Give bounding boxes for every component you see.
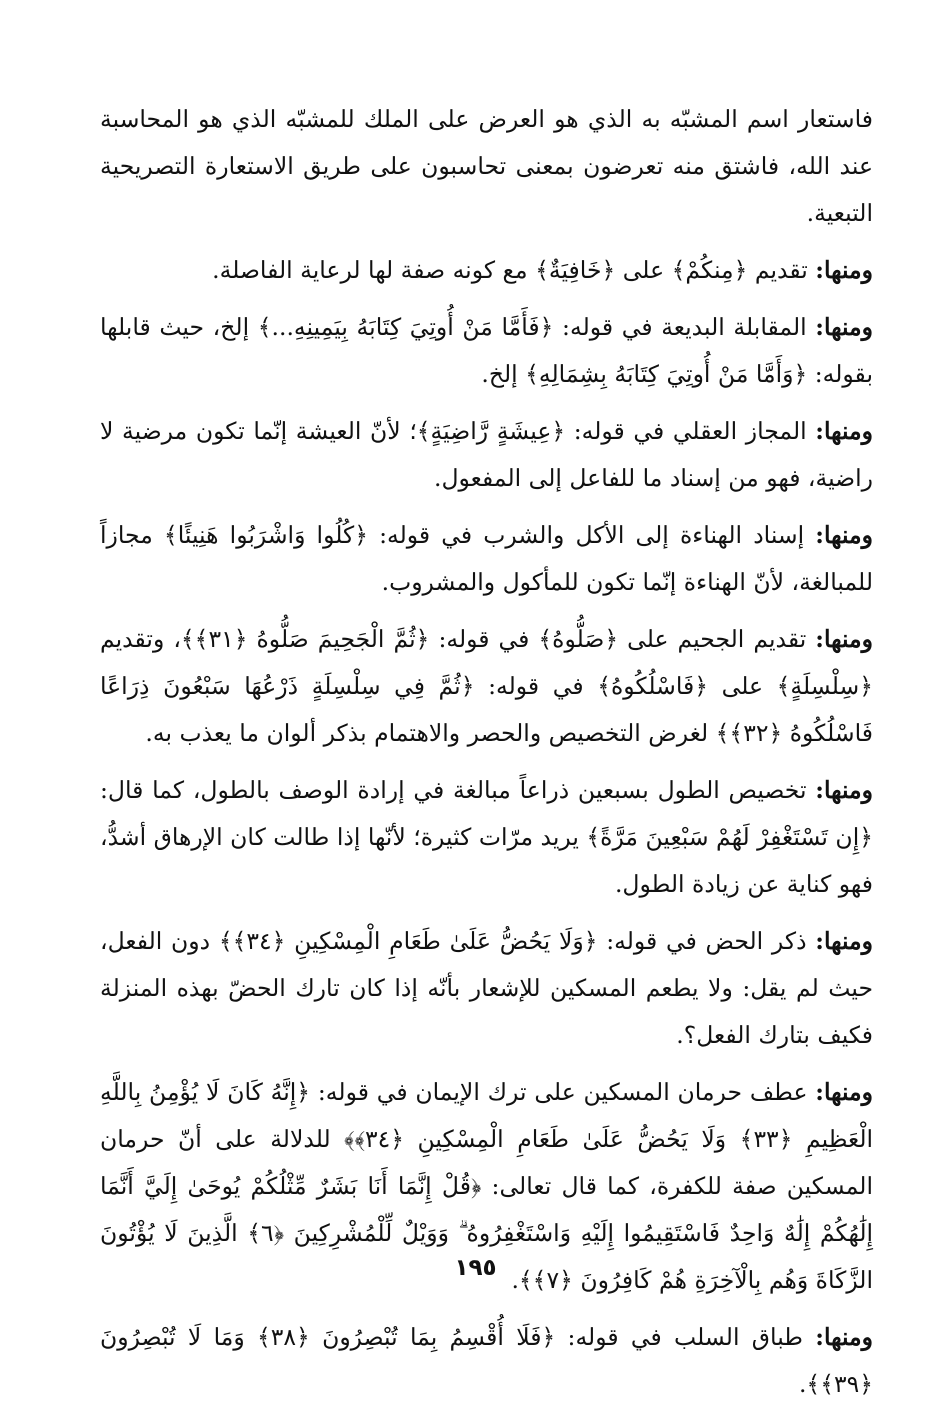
paragraph-5 [100, 616, 873, 757]
paragraph-text: تقديم ﴿مِنكُمْ﴾ على ﴿خَافِيَةٌ﴾ مع كونه صفة لها لرعاية الفاصلة. [212, 256, 816, 284]
paragraph-text: المجاز العقلي في قوله: ﴿عِيشَةٍ رَّاضِيَةٍ﴾؛ لأنّ العيشة إنّما تكون مرضية لا راضية، فهو من إسناد ما للفاعل إلى المفعول. [100, 417, 873, 492]
paragraph-text: طباق السلب في قوله: ﴿فَلَا أُقْسِمُ بِمَا تُبْصِرُونَ ﴿٣٨﴾ وَمَا لَا تُبْصِرُونَ ﴿٣٩﴾﴾. [100, 1323, 873, 1398]
paragraph-6 [100, 767, 873, 908]
paragraph-text: تخصيص الطول بسبعين ذراعاً مبالغة في إرادة الوصف بالطول، كما قال: ﴿إِن تَسْتَغْفِرْ لَهُمْ سَبْعِينَ مَرَّةً﴾ يريد مرّات كثيرة؛ لأنّها إذا طالت كان الإرهاق أشدُّ، فهو كناية عن زيادة الطول. [100, 776, 873, 898]
paragraph-lead: ومنها: [815, 417, 873, 445]
paragraph-lead: ومنها: [815, 313, 873, 341]
paragraph-1 [100, 247, 873, 294]
paragraph-7 [100, 918, 873, 1059]
paragraph-lead: ومنها: [815, 776, 873, 804]
paragraph-9 [100, 1314, 873, 1408]
paragraph-2 [100, 304, 873, 398]
page-number: ١٩٥ [454, 1255, 497, 1281]
paragraph-lead: ومنها: [815, 256, 873, 284]
paragraph-lead: ومنها: [815, 1323, 873, 1351]
paragraph-3 [100, 408, 873, 502]
paragraph-lead: ومنها: [815, 625, 873, 653]
paragraph-lead: ومنها: [815, 927, 873, 955]
intro-paragraph: فاستعار اسم المشبّه به الذي هو العرض على الملك للمشبّه الذي هو المحاسبة عند الله، فاشتق منه تعرضون بمعنى تحاسبون على طريق الاستعارة التصريحية التبعية. [100, 105, 873, 227]
paragraph-lead: ومنها: [815, 521, 873, 549]
paragraph-text: تقديم الجحيم على ﴿صَلُّوهُ﴾ في قوله: ﴿ثُمَّ الْجَحِيمَ صَلُّوهُ ﴿٣١﴾﴾، وتقديم ﴿سِلْسِلَةٍ﴾ على ﴿فَاسْلُكُوهُ﴾ في قوله: ﴿ثُمَّ فِي سِلْسِلَةٍ ذَرْعُهَا سَبْعُونَ ذِرَاعًا فَاسْلُكُوهُ ﴿٣٢﴾﴾ لغرض التخصيص والحصر والاهتمام بذكر ألوان ما يعذب به. [100, 625, 873, 747]
paragraph-text: المقابلة البديعة في قوله: ﴿فَأَمَّا مَنْ أُوتِيَ كِتَابَهُ بِيَمِينِهِ...﴾ إلخ، حيث قابلها بقوله: ﴿وَأَمَّا مَنْ أُوتِيَ كِتَابَهُ بِشِمَالِهِ﴾ إلخ. [100, 313, 873, 388]
paragraph-lead: ومنها: [815, 1078, 873, 1106]
paragraph-text: ذكر الحض في قوله: ﴿وَلَا يَحُضُّ عَلَىٰ طَعَامِ الْمِسْكِينِ ﴿٣٤﴾﴾ دون الفعل، حيث لم يقل: ولا يطعم المسكين للإشعار بأنّه إذا كان تارك الحضّ بهذه المنزلة فكيف بتارك الفعل؟. [100, 927, 873, 1049]
paragraph-text: عطف حرمان المسكين على ترك الإيمان في قوله: ﴿إِنَّهُ كَانَ لَا يُؤْمِنُ بِاللَّهِ الْعَظِيمِ ﴿٣٣﴾ وَلَا يَحُضُّ عَلَىٰ طَعَامِ الْمِسْكِينِ ﴿٣٤﴾﴾ للدلالة على أنّ حرمان المسكين صفة للكفرة، كما قال تعالى: ﴿قُلْ إِنَّمَا أَنَا بَشَرٌ مِّثْلُكُمْ يُوحَىٰ إِلَيَّ أَنَّمَا إِلَٰهُكُمْ إِلَٰهٌ وَاحِدٌ فَاسْتَقِيمُوا إِلَيْهِ وَاسْتَغْفِرُوهُ ۗ وَوَيْلٌ لِّلْمُشْرِكِينَ ﴿٦﴾ الَّذِينَ لَا يُؤْتُونَ الزَّكَاةَ وَهُم بِالْآخِرَةِ هُمْ كَافِرُونَ ﴿٧﴾﴾. [100, 1078, 874, 1294]
paragraph-4 [100, 512, 873, 606]
paragraph-text: إسناد الهناءة إلى الأكل والشرب في قوله: ﴿كُلُوا وَاشْرَبُوا هَنِيئًا﴾ مجازاً للمبالغة، لأنّ الهناءة إنّما تكون للمأكول والمشروب. [100, 521, 873, 596]
